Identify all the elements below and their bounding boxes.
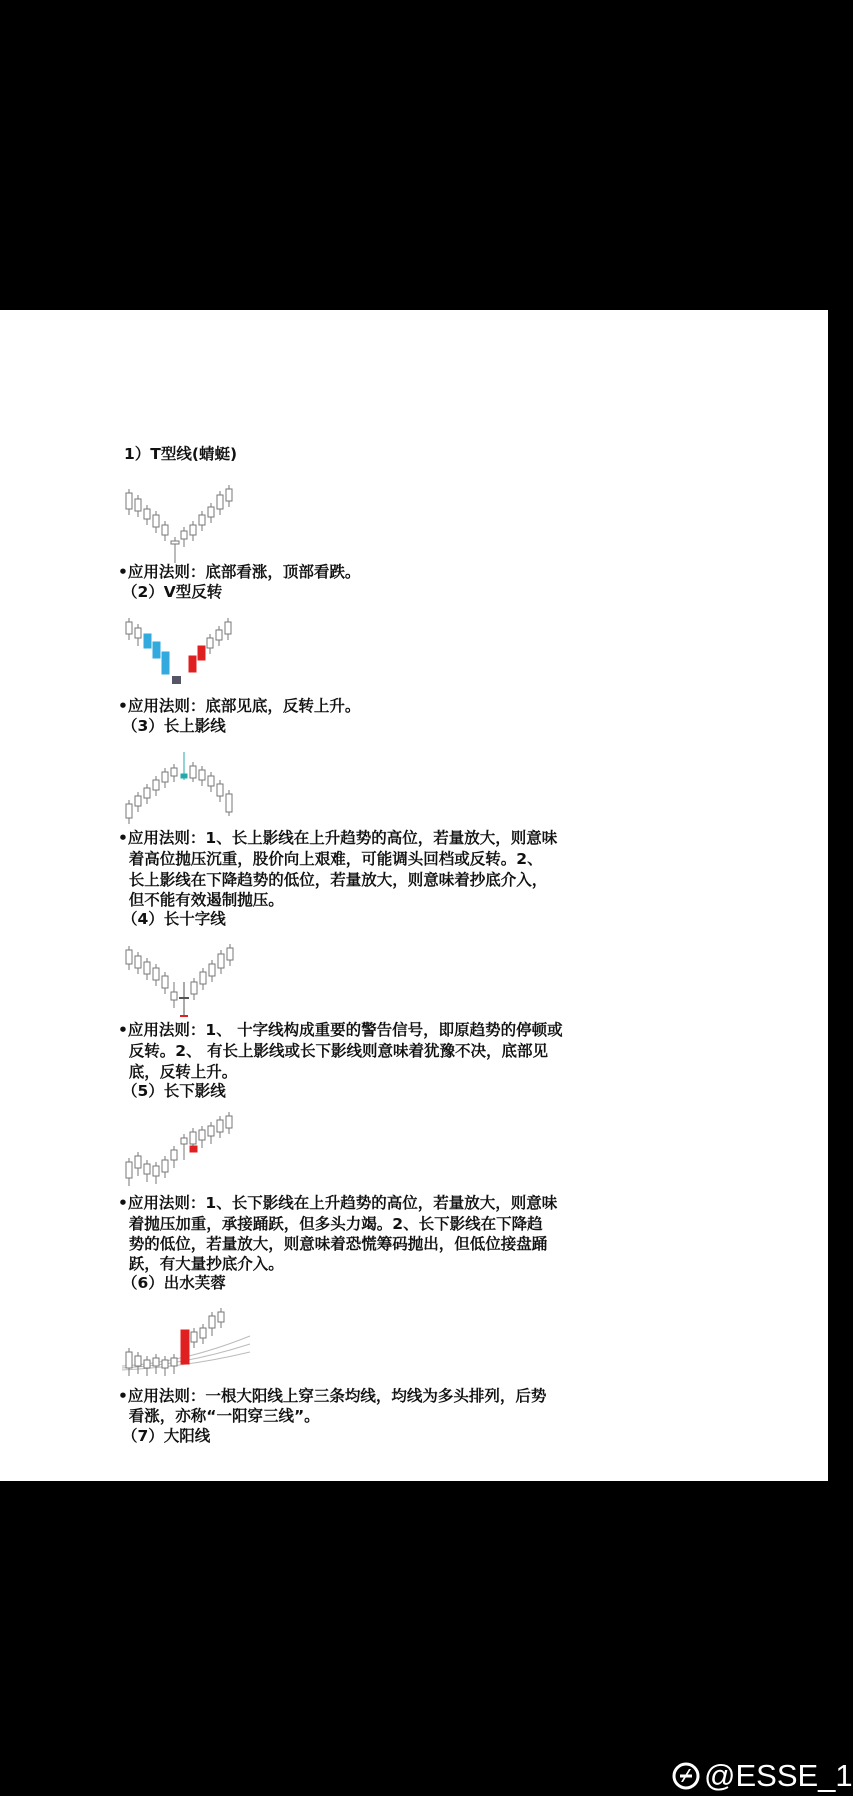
rule-text: •应用法则：1、长上影线在上升趋势的高位，若量放大，则意味: [118, 829, 558, 847]
rule-text: •应用法则：底部看涨，顶部看跌。: [118, 563, 361, 581]
candlestick-illustration: [120, 477, 260, 569]
section-heading: （4）长十字线: [122, 910, 226, 928]
rule-text: 势的低位，若量放大，则意味着恐慌筹码抛出，但低位接盘踊: [118, 1235, 548, 1253]
rule-text: 长上影线在下降趋势的低位，若量放大，则意味着抄底介入，: [118, 871, 548, 889]
rule-text: 但不能有效遏制抛压。: [118, 891, 284, 909]
watermark-text: @ESSE_1: [704, 1758, 853, 1793]
section-heading: 1）T型线(蜻蜓): [124, 445, 238, 463]
section-heading: （7）大阳线: [122, 1427, 211, 1445]
rule-text: •应用法则：1、长下影线在上升趋势的高位，若量放大，则意味: [118, 1194, 558, 1212]
rule-text: 着高位抛压沉重，股价向上艰难，可能调头回档或反转。2、: [118, 850, 543, 868]
section-heading: （2）V型反转: [122, 583, 223, 601]
document-page: [0, 310, 828, 1481]
rule-text: •应用法则：一根大阳线上穿三条均线，均线为多头排列，后势: [118, 1387, 547, 1405]
rule-text: 跃，有大量抄底介入。: [118, 1255, 284, 1273]
weibo-logo-icon: [672, 1762, 700, 1790]
rule-text: •应用法则：底部见底，反转上升。: [118, 697, 361, 715]
candlestick-illustration: [120, 750, 260, 830]
candlestick-illustration: [120, 1306, 260, 1386]
rule-text: 反转。2、 有长上影线或长下影线则意味着犹豫不决，底部见: [118, 1042, 548, 1060]
watermark: [672, 1756, 853, 1796]
rule-text: 底，反转上升。: [118, 1063, 238, 1081]
section-heading: （5）长下影线: [122, 1082, 226, 1100]
section-heading: （3）长上影线: [122, 717, 226, 735]
candlestick-illustration: [120, 616, 260, 702]
section-heading: （6）出水芙蓉: [122, 1274, 226, 1292]
rule-text: 看涨，亦称“一阳穿三线”。: [118, 1407, 320, 1425]
candlestick-illustration: [120, 942, 260, 1020]
rule-text: •应用法则：1、 十字线构成重要的警告信号，即原趋势的停顿或: [118, 1021, 563, 1039]
rule-text: 着抛压加重，承接踊跃，但多头力竭。2、长下影线在下降趋: [118, 1215, 543, 1233]
candlestick-illustration: [120, 1112, 260, 1194]
